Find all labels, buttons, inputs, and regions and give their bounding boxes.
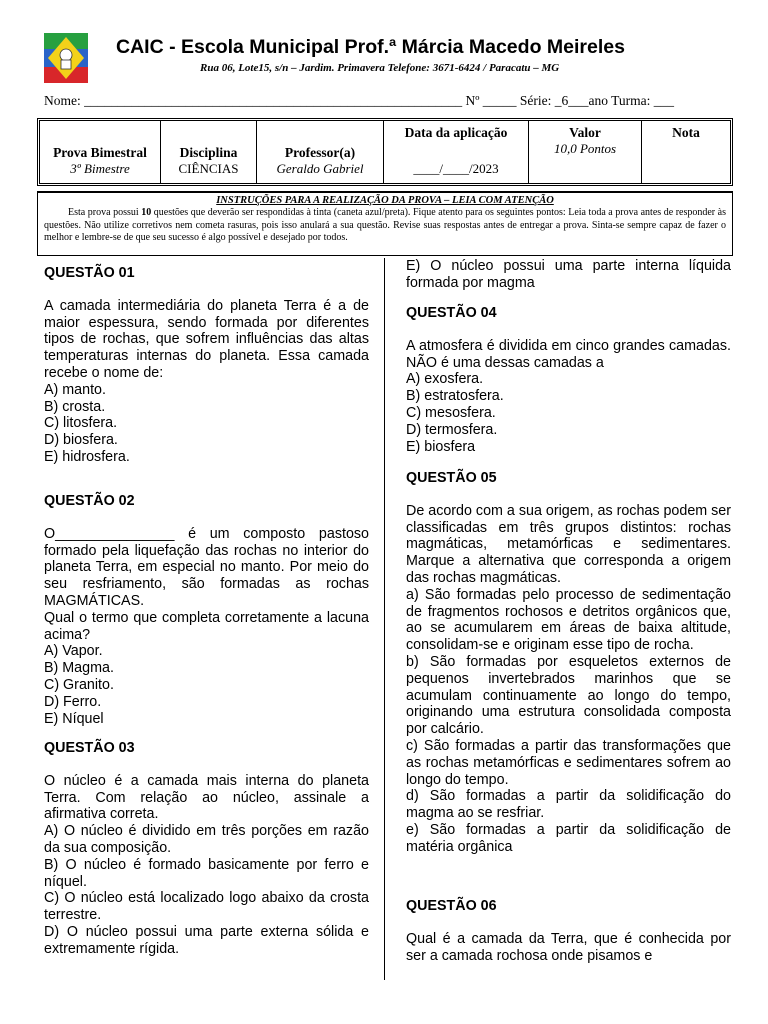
school-logo bbox=[44, 33, 88, 83]
instructions-box bbox=[37, 191, 733, 256]
question-03 bbox=[44, 740, 369, 958]
prova-label: Prova Bimestral bbox=[53, 145, 147, 160]
question-title: QUESTÃO 01 bbox=[44, 265, 135, 281]
option-e[interactable]: E) Níquel bbox=[44, 710, 104, 727]
question-05 bbox=[406, 470, 731, 856]
prova-cell bbox=[40, 121, 161, 183]
data-label: Data da aplicação bbox=[404, 125, 508, 140]
option-a[interactable]: A) manto. bbox=[44, 381, 106, 398]
option-a[interactable]: A) O núcleo é dividido em três porções em razão da sua composição. bbox=[44, 823, 369, 856]
question-06 bbox=[406, 898, 731, 964]
disciplina-value: CIÊNCIAS bbox=[178, 161, 239, 176]
option-b[interactable]: B) Magma. bbox=[44, 660, 114, 677]
option-e[interactable]: E) hidrosfera. bbox=[44, 448, 130, 465]
valor-cell bbox=[529, 121, 642, 183]
option-b[interactable]: b) São formadas por esqueletos externos de pequenos invertebrados marinhos que se acumulam continuamente ao longo do tempo, originando uma estrutura consolidada composta por calcário. bbox=[406, 653, 731, 738]
question-title: QUESTÃO 03 bbox=[44, 740, 135, 756]
option-b[interactable]: B) estratosfera. bbox=[406, 388, 504, 405]
nota-label: Nota bbox=[672, 125, 700, 140]
option-c[interactable]: C) mesosfera. bbox=[406, 404, 496, 421]
question-title: QUESTÃO 04 bbox=[406, 305, 497, 321]
question-text: A atmosfera é dividida em cinco grandes camadas. NÃO é uma dessas camadas a bbox=[406, 337, 731, 371]
valor-label: Valor bbox=[569, 125, 601, 140]
option-c[interactable]: C) Granito. bbox=[44, 676, 114, 693]
option-c[interactable]: c) São formadas a partir das transformações que as rochas metamórficas e sedimentares sofrem ao longo do tempo. bbox=[406, 737, 731, 788]
option-a[interactable]: a) São formadas pelo processo de sedimentação de fragmentos rochosos e detritos orgânicos que, ao se acumularem em áreas de baixa altitude, consolidam-se e originam esse tipo de rocha. bbox=[406, 586, 731, 654]
question-04 bbox=[406, 305, 731, 455]
option-b[interactable]: B) O núcleo é formado basicamente por ferro e níquel. bbox=[44, 856, 369, 890]
school-address: Rua 06, Lote15, s/n – Jardim. Primavera Telefone: 3671-6424 / Paracatu – MG bbox=[200, 62, 560, 74]
professor-label: Professor(a) bbox=[284, 145, 356, 160]
option-d[interactable]: D) Ferro. bbox=[44, 693, 102, 710]
disciplina-label: Disciplina bbox=[179, 145, 238, 160]
option-a[interactable]: A) exosfera. bbox=[406, 371, 484, 388]
option-c[interactable]: C) litosfera. bbox=[44, 415, 118, 432]
nota-cell[interactable] bbox=[642, 121, 730, 183]
professor-cell bbox=[257, 121, 384, 183]
question-text: Qual é a camada da Terra, que é conhecida por ser a camada rochosa onde pisamos e bbox=[406, 930, 731, 964]
option-b[interactable]: B) crosta. bbox=[44, 398, 106, 415]
question-prompt: Qual o termo que completa corretamente a lacuna acima? bbox=[44, 609, 369, 643]
professor-value: Geraldo Gabriel bbox=[276, 161, 364, 176]
question-text: A camada intermediária do planeta Terra é a de maior espessura, sendo formada por diferentes tipos de rochas, que sofrem influências das altas temperaturas internas do planeta. Essa camada recebe o nome de: bbox=[44, 297, 369, 381]
question-title: QUESTÃO 05 bbox=[406, 470, 497, 486]
school-name: CAIC - Escola Municipal Prof.ª Márcia Macedo Meireles bbox=[116, 36, 625, 58]
question-title: QUESTÃO 02 bbox=[44, 493, 135, 509]
instructions-title: INSTRUÇÕES PARA A REALIZAÇÃO DA PROVA – LEIA COM ATENÇÃO bbox=[216, 195, 554, 206]
student-info-line[interactable]: Nome: ________________________________________________________ Nº _____ Série: _6___ano Turma: ___ bbox=[44, 93, 675, 108]
question-text: O_______________ é um composto pastoso formado pela liquefação das rochas no interior do planeta Terra, em especial no manto. Por meio do seu resfriamento, são formadas as rochas MAGMÁTICAS. bbox=[44, 525, 369, 609]
option-c[interactable]: C) O núcleo está localizado logo abaixo da crosta terrestre. bbox=[44, 890, 369, 924]
question-01 bbox=[44, 265, 369, 466]
exam-info-box bbox=[37, 118, 733, 186]
data-value[interactable]: ____/____/2023 bbox=[413, 161, 499, 176]
data-cell bbox=[384, 121, 529, 183]
option-e[interactable]: e) São formadas a partir da solidificação de matéria orgânica bbox=[406, 821, 731, 855]
question-02 bbox=[44, 493, 369, 727]
prova-value: 3º Bimestre bbox=[70, 161, 130, 176]
question-text: O núcleo é a camada mais interna do planeta Terra. Com relação ao núcleo, assinale a afirmativa correta. bbox=[44, 772, 369, 823]
instructions-text: Esta prova possui 10 questões que deverão ser respondidas à tinta (caneta azul/preta). Fique atento para os seguintes pontos: Leia toda a prova antes de responder às questões. Não utilize corretivos nem cometa rasuras, pois isso anulará a sua questão. Revise suas respostas antes de entregar a prova. Sinta-se sempre capaz de fazer o melhor e lembre-se de que seu sucesso é algo possível e desejado por todos. bbox=[44, 207, 727, 243]
option-d[interactable]: D) biosfera. bbox=[44, 432, 118, 449]
question-title: QUESTÃO 06 bbox=[406, 898, 497, 914]
option-e[interactable]: E) biosfera bbox=[406, 438, 476, 455]
column-divider bbox=[384, 258, 385, 980]
option-d[interactable]: d) São formadas a partir da solidificação do magma ao se resfriar. bbox=[406, 788, 731, 822]
valor-value: 10,0 Pontos bbox=[553, 141, 617, 156]
disciplina-cell bbox=[161, 121, 257, 183]
question-03-continued bbox=[406, 258, 731, 292]
question-text: De acordo com a sua origem, as rochas podem ser classificadas em três grupos distintos: rochas magmáticas, metamórficas e sedimentares. Marque a alternativa que corresponda a origem das rochas magmáticas. bbox=[406, 502, 732, 586]
option-a[interactable]: A) Vapor. bbox=[44, 643, 103, 660]
option-e[interactable]: E) O núcleo possui uma parte interna líquida formada por magma bbox=[406, 258, 731, 291]
option-d[interactable]: D) O núcleo possui uma parte externa sólida e extremamente rígida. bbox=[44, 923, 369, 957]
option-d[interactable]: D) termosfera. bbox=[406, 421, 498, 438]
